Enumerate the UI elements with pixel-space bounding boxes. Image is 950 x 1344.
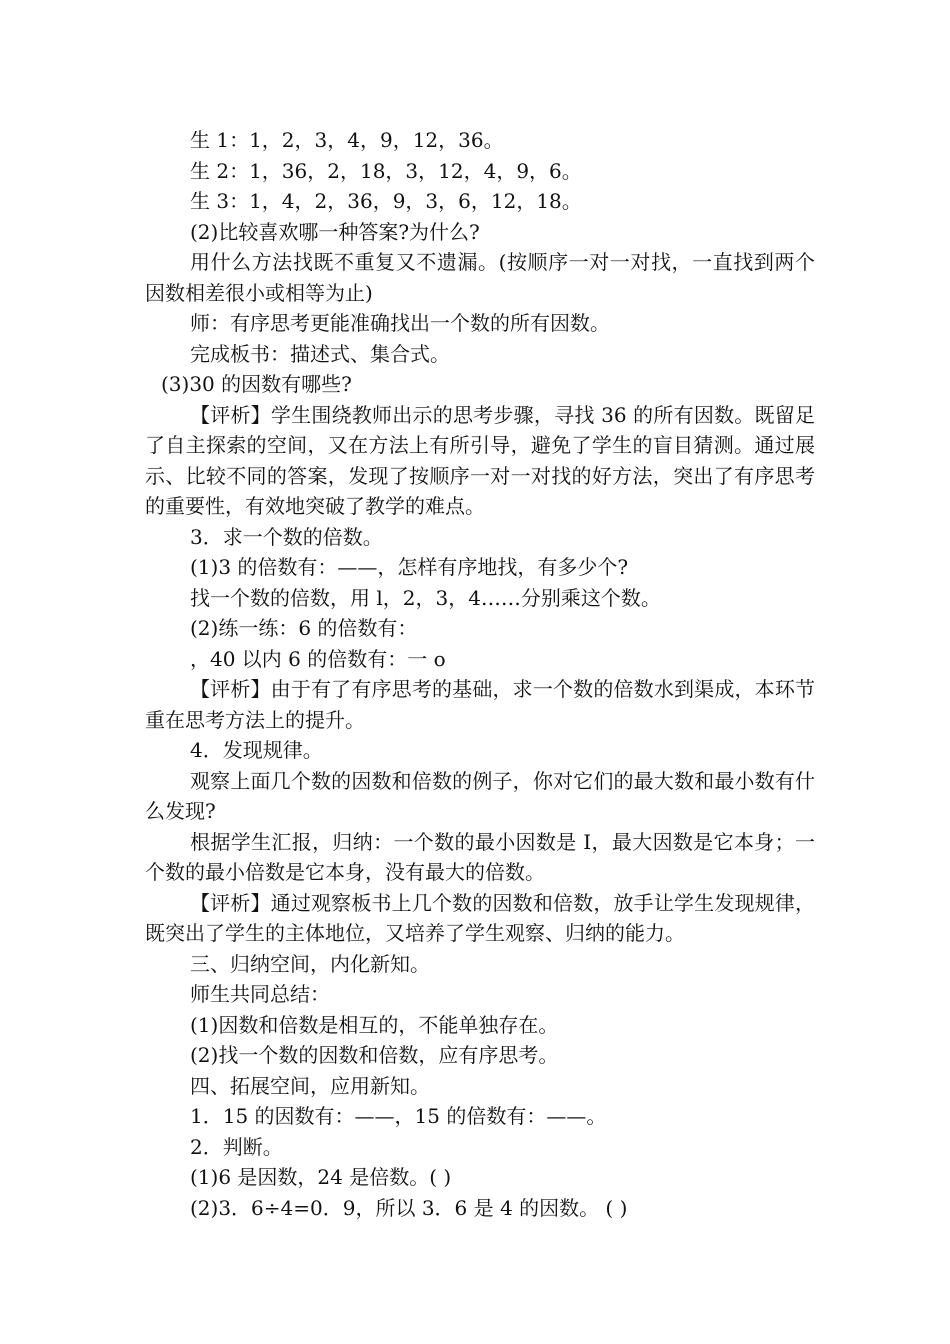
paragraph-student-2-answer: 生 2：1，36，2，18，3，12，4，9，6。 bbox=[190, 158, 582, 183]
paragraph-multiples-of-3: (1)3 的倍数有：——，怎样有序地找，有多少个? bbox=[190, 555, 629, 579]
paragraph-find-multiples: 找一个数的倍数，用 l，2，3，4……分别乘这个数。 bbox=[190, 585, 661, 610]
paragraph-student-1-answer: 生 1：1，2，3，4，9，12，36。 bbox=[190, 128, 504, 152]
paragraph-exercise-1: 1．15 的因数有：——，15 的倍数有：——。 bbox=[190, 1104, 607, 1128]
paragraph-summary-point-2: (2)找一个数的因数和倍数，应有序思考。 bbox=[190, 1043, 559, 1067]
paragraph-summary-point-1: (1)因数和倍数是相互的，不能单独存在。 bbox=[190, 1012, 559, 1037]
paragraph-method: 用什么方法找既不重复又不遗漏。(按顺序一对一对找，一直找到两个因数相差很小或相等为止) bbox=[145, 250, 815, 305]
paragraph-judgment-2: (2)3．6÷4=0．9，所以 3．6 是 4 的因数。 ( ) bbox=[190, 1195, 628, 1220]
paragraph-multiples-of-6-within-40: ，40 以内 6 的倍数有：一 o bbox=[190, 646, 446, 671]
paragraph-section-4-heading: 4．发现规律。 bbox=[190, 738, 323, 762]
paragraph-practice: (2)练一练：6 的倍数有： bbox=[190, 616, 418, 640]
paragraph-analysis-1: 【评析】学生围绕教师出示的思考步骤，寻找 36 的所有因数。既留足了自主探索的空间，又在方法上有所引导，避免了学生的盲目猜测。通过展示、比较不同的答案，发现了按顺序一对一对找的好方法，突出了有序思考的重要性，有效地突破了教学的难点。 bbox=[145, 402, 815, 518]
document-body bbox=[145, 125, 815, 1223]
paragraph-summary-rule: 根据学生汇报，归纳：一个数的最小因数是 I，最大因数是它本身；一个数的最小倍数是它本身，没有最大的倍数。 bbox=[145, 829, 815, 884]
paragraph-part-4-heading: 四、拓展空间，应用新知。 bbox=[190, 1073, 430, 1098]
paragraph-analysis-2: 【评析】由于有了有序思考的基础，求一个数的倍数水到渠成，本环节重在思考方法上的提升。 bbox=[145, 677, 815, 732]
paragraph-question-2: (2)比较喜欢哪一种答案?为什么? bbox=[190, 219, 480, 244]
paragraph-question-3: (3)30 的因数有哪些? bbox=[161, 372, 352, 396]
paragraph-board-writing: 完成板书：描述式、集合式。 bbox=[190, 341, 450, 366]
paragraph-judgment-1: (1)6 是因数，24 是倍数。( ) bbox=[190, 1165, 452, 1189]
paragraph-analysis-3: 【评析】通过观察板书上几个数的因数和倍数，放手让学生发现规律，既突出了学生的主体地位，又培养了学生观察、归纳的能力。 bbox=[145, 890, 815, 945]
paragraph-exercise-2-heading: 2．判断。 bbox=[190, 1134, 283, 1159]
paragraph-observe-pattern: 观察上面几个数的因数和倍数的例子，你对它们的最大数和最小数有什么发现? bbox=[145, 768, 815, 823]
paragraph-part-3-heading: 三、归纳空间，内化新知。 bbox=[190, 951, 430, 976]
paragraph-joint-summary: 师生共同总结： bbox=[190, 982, 330, 1006]
paragraph-teacher-note: 师：有序思考更能准确找出一个数的所有因数。 bbox=[190, 311, 610, 335]
paragraph-student-3-answer: 生 3：1，4，2，36，9，3，6，12，18。 bbox=[190, 189, 582, 213]
paragraph-section-3-heading: 3．求一个数的倍数。 bbox=[190, 524, 383, 549]
